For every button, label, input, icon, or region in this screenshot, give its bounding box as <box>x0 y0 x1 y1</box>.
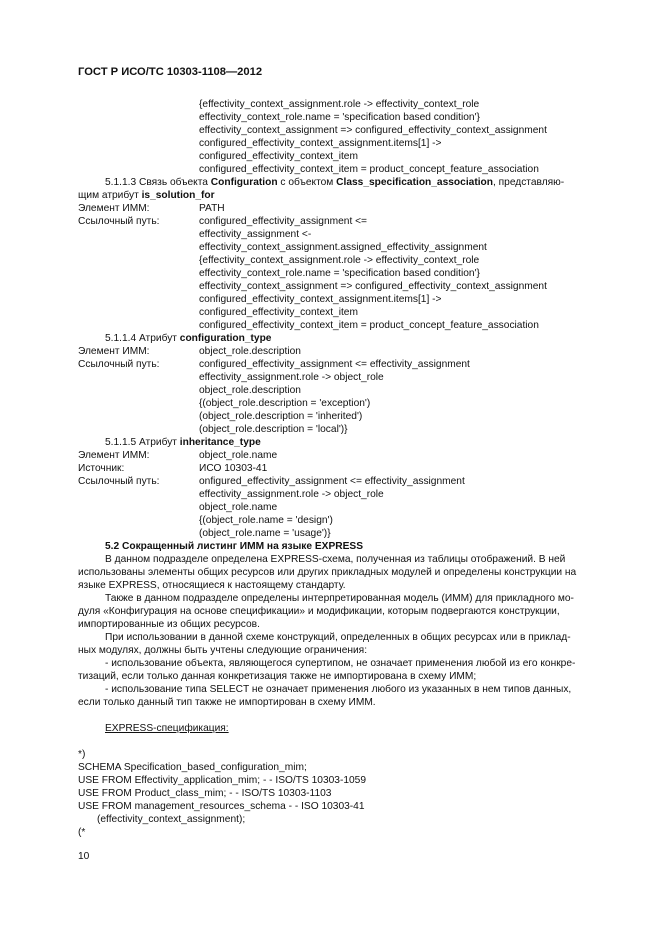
path-line: effectivity_assignment.role -> object_role <box>199 489 384 500</box>
element-label: Элемент ИММ: <box>78 203 150 214</box>
element-value: PATH <box>199 203 225 214</box>
code-line: USE FROM management_resources_schema - - ISO 10303-41 <box>78 801 365 812</box>
path-line: (object_role.description = 'inherited') <box>199 411 363 422</box>
paragraph-line: При использовании в данной схеме конструкций, определенных в общих ресурсах или в приклад- <box>105 632 571 643</box>
paragraph-line: Также в данном подразделе определены интерпретированная модель (ИММ) для прикладного мо- <box>105 593 574 604</box>
path-line: effectivity_context_assignment => configured_effectivity_context_assignment <box>199 281 547 292</box>
source-value: ИСО 10303-41 <box>199 463 268 474</box>
element-label: Элемент ИММ: <box>78 450 150 461</box>
heading-text: , представляю- <box>492 177 565 188</box>
express-spec-label: EXPRESS-спецификация: <box>105 723 229 734</box>
paragraph-line: В данном подразделе определена EXPRESS-схема, полученная из таблицы отображений. В ней <box>105 554 566 565</box>
attribute-name: is_solution_for <box>141 190 215 201</box>
path-line: effectivity_context_role.name = 'specification based condition'} <box>199 112 480 123</box>
ref-path-label: Ссылочный путь: <box>78 359 160 370</box>
section-52-title: 5.2 Сокращенный листинг ИММ на языке EXPRESS <box>105 541 364 552</box>
path-line: configured_effectivity_context_item = product_concept_feature_association <box>199 320 539 331</box>
attribute-name: configuration_type <box>179 333 272 344</box>
path-line: effectivity_context_assignment.assigned_effectivity_assignment <box>199 242 487 253</box>
path-line: (object_role.name = 'usage')} <box>199 528 331 539</box>
section-5113-heading-cont <box>78 189 215 202</box>
code-line: *) <box>78 749 86 760</box>
path-line: {(object_role.name = 'design') <box>199 515 333 526</box>
entity-name: Configuration <box>210 177 278 188</box>
path-line: {effectivity_context_assignment.role -> effectivity_context_role <box>199 255 480 266</box>
path-line: configured_effectivity_context_assignment.items[1] -> <box>199 138 442 149</box>
path-line: (object_role.description = 'local')} <box>199 424 348 435</box>
heading-text: 5.1.1.5 Атрибут <box>105 437 180 448</box>
path-line: object_role.name <box>199 502 278 513</box>
path-line: effectivity_assignment.role -> object_role <box>199 372 384 383</box>
element-label: Элемент ИММ: <box>78 346 150 357</box>
path-line: configured_effectivity_assignment <= <box>199 216 368 227</box>
path-line: effectivity_context_assignment => configured_effectivity_context_assignment <box>199 125 547 136</box>
element-value: object_role.name <box>199 450 278 461</box>
source-label: Источник: <box>78 463 125 474</box>
path-line: {effectivity_context_assignment.role -> effectivity_context_role <box>199 99 480 110</box>
list-item-line: тизаций, если только данная конкретизация также не импортирована в схему ИММ; <box>78 671 477 682</box>
path-line: configured_effectivity_context_item <box>199 307 358 318</box>
ref-path-label: Ссылочный путь: <box>78 476 160 487</box>
path-line: effectivity_assignment <- <box>199 229 312 240</box>
heading-text: 5.1.1.3 Связь объекта <box>105 177 211 188</box>
paragraph-line: языке EXPRESS, относящиеся к настоящему стандарту. <box>78 580 346 591</box>
ref-path-label: Ссылочный путь: <box>78 216 160 227</box>
paragraph-line: ных модулях, должны быть учтены следующие ограничения: <box>78 645 368 656</box>
paragraph-line: импортированные из общих ресурсов. <box>78 619 260 630</box>
path-line: object_role.description <box>199 385 301 396</box>
document-header: ГОСТ Р ИСО/ТС 10303-1108—2012 <box>78 66 263 78</box>
list-item-line: - использование типа SELECT не означает применения любого из указанных в нем типов данных, <box>105 684 572 695</box>
path-line: {(object_role.description = 'exception') <box>199 398 371 409</box>
path-line: onfigured_effectivity_assignment <= effectivity_assignment <box>199 476 465 487</box>
code-line: USE FROM Product_class_mim; - - ISO/TS 10303-1103 <box>78 788 332 799</box>
code-line: (effectivity_context_assignment); <box>97 814 246 825</box>
element-value: object_role.description <box>199 346 301 357</box>
path-line: configured_effectivity_context_item <box>199 151 358 162</box>
heading-text: с объектом <box>277 177 337 188</box>
heading-text: щим атрибут <box>78 190 142 201</box>
heading-text: 5.1.1.4 Атрибут <box>105 333 180 344</box>
paragraph-line: дуля «Конфигурация на основе спецификации» и модификации, которым подвергаются конструкции, <box>78 606 560 617</box>
list-item-line: если только данный тип также не импортирован в схему ИММ. <box>78 697 376 708</box>
code-line: SCHEMA Specification_based_configuration_mim; <box>78 762 307 773</box>
list-item-line: - использование объекта, являющегося супертипом, не означает применения любой из его конкре- <box>105 658 576 669</box>
path-line: configured_effectivity_context_item = product_concept_feature_association <box>199 164 539 175</box>
paragraph-line: использованы элементы общих ресурсов или других прикладных модулей и определены конструкции на <box>78 567 577 578</box>
attribute-name: inheritance_type <box>179 437 261 448</box>
code-line: USE FROM Effectivity_application_mim; - - ISO/TS 10303-1059 <box>78 775 367 786</box>
path-line: effectivity_context_role.name = 'specification based condition'} <box>199 268 480 279</box>
section-5115-heading <box>105 436 261 449</box>
section-5113-heading <box>105 176 564 189</box>
path-line: configured_effectivity_context_assignment.items[1] -> <box>199 294 442 305</box>
section-5114-heading <box>105 332 271 345</box>
path-line: configured_effectivity_assignment <= effectivity_assignment <box>199 359 470 370</box>
page-number: 10 <box>78 851 90 862</box>
entity-name: Class_specification_association <box>336 177 493 188</box>
code-line: (* <box>78 827 86 838</box>
